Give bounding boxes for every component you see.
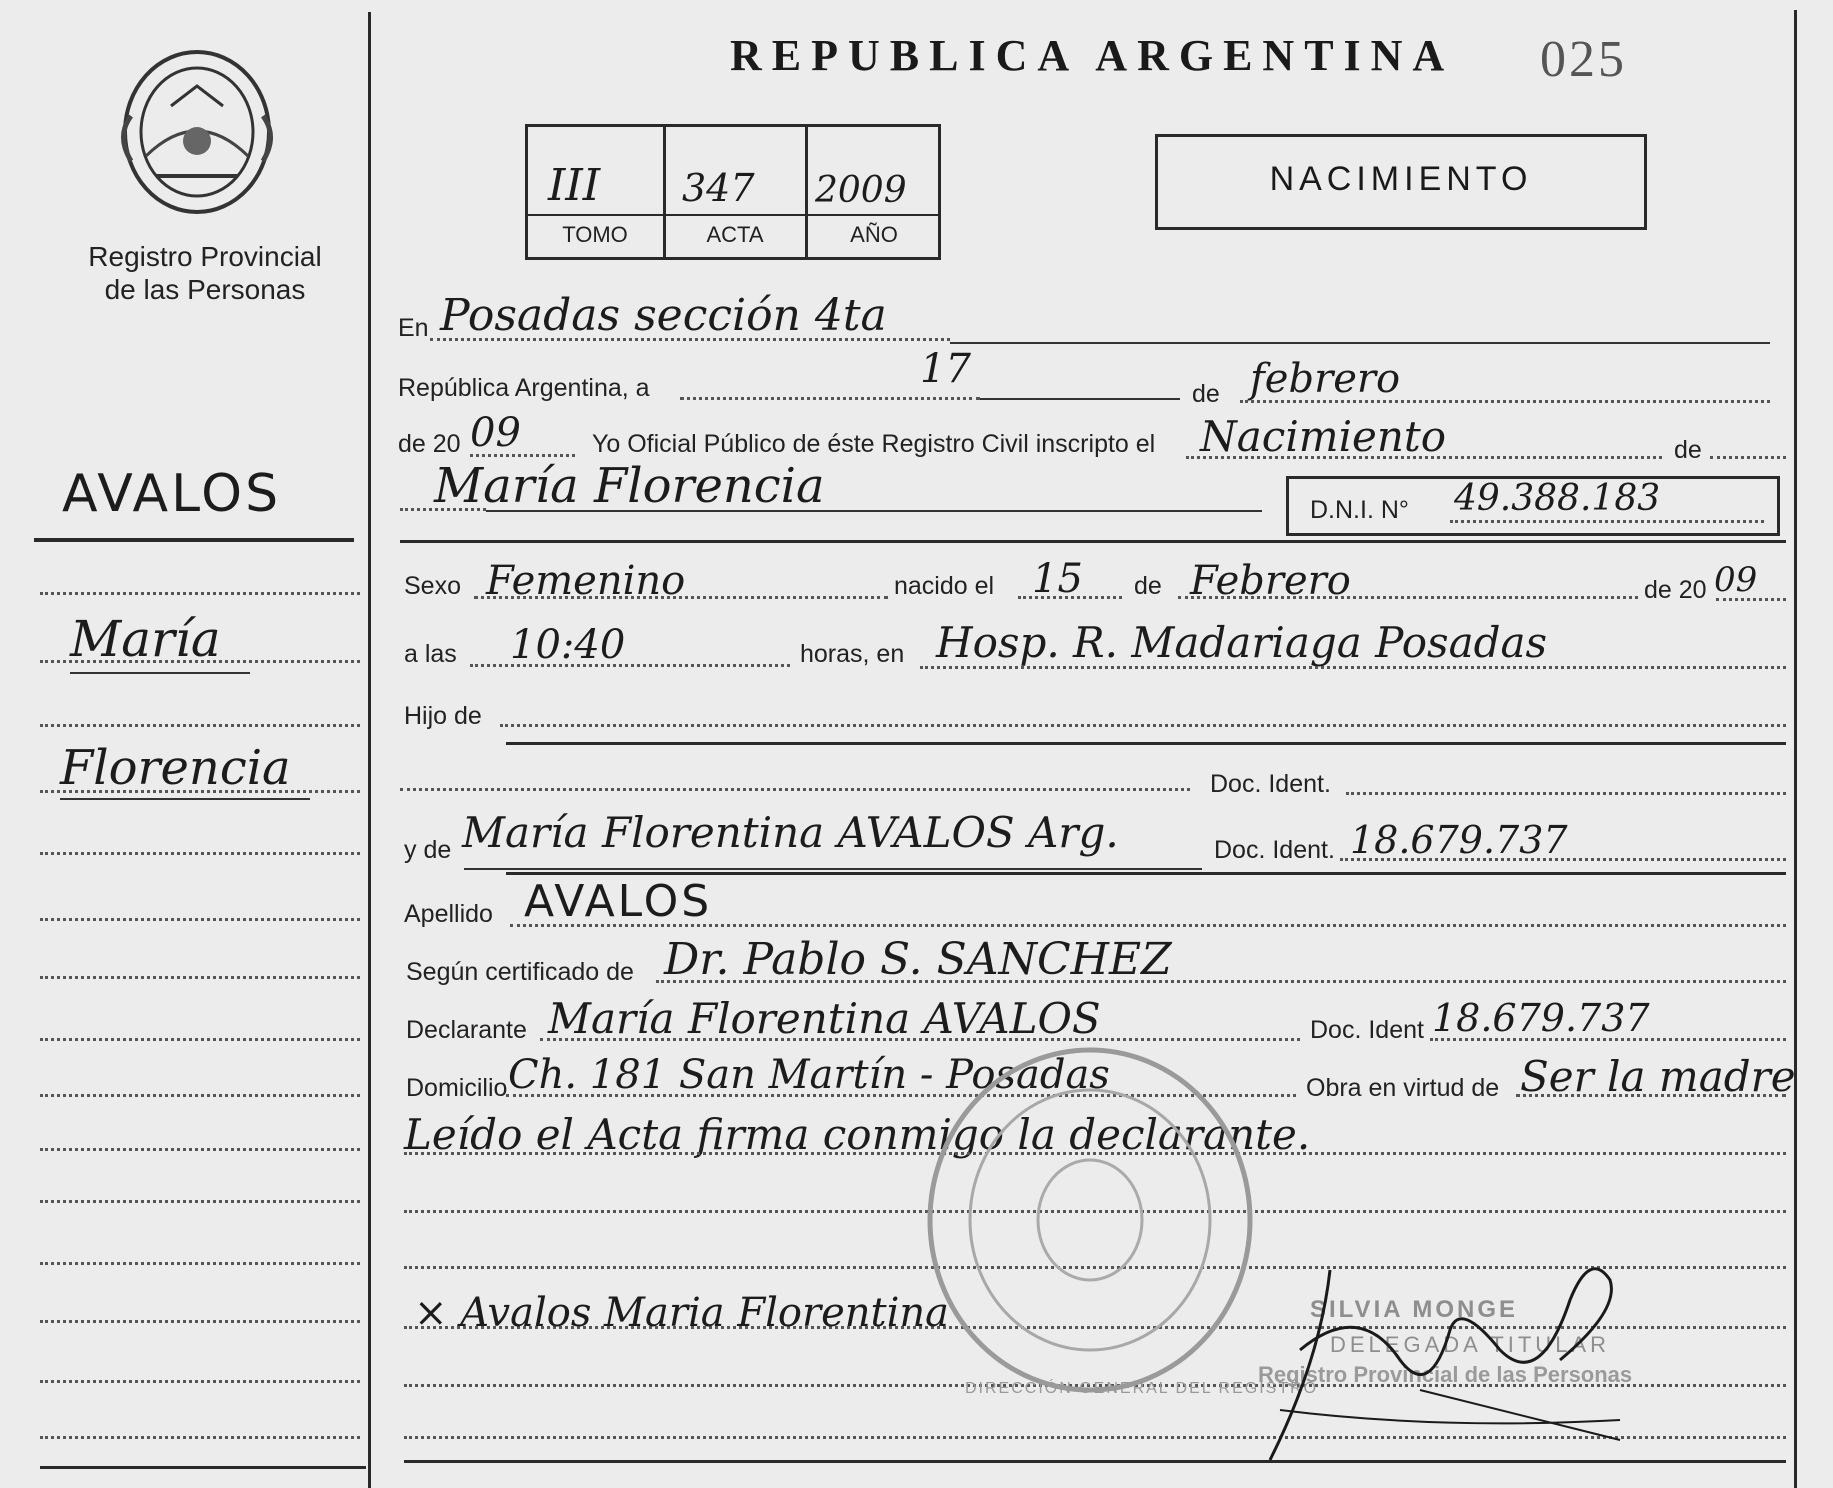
month-value: febrero	[1250, 356, 1401, 402]
form-number: 025	[1540, 31, 1627, 88]
en-dots	[430, 338, 950, 341]
official-name: SILVIA MONGE	[1310, 1296, 1519, 1323]
sexo-value: Femenino	[486, 558, 686, 604]
nombre-value: María Florencia	[434, 458, 825, 514]
margin-dots-7	[40, 976, 360, 979]
ref-divider-h	[525, 214, 941, 216]
official-stamp-icon	[920, 1040, 1260, 1400]
mother-doc-dots	[1340, 858, 1786, 861]
certificado-value: Dr. Pablo S. SANCHEZ	[664, 934, 1172, 985]
dni-label: D.N.I. N°	[1310, 496, 1409, 524]
oficial-label: Yo Oficial Público de éste Registro Civil inscripto el	[592, 430, 1156, 458]
day-dots	[680, 397, 980, 400]
birth-year-value: 09	[1714, 560, 1758, 600]
yde-label: y de	[404, 836, 452, 864]
apellido-label: Apellido	[404, 900, 493, 928]
round-stamp	[920, 1040, 1260, 1400]
margin-rule-bottom	[40, 1466, 366, 1469]
birth-year-label: de 20	[1644, 576, 1707, 604]
margin-dots-1	[40, 592, 360, 595]
nombre-line	[486, 510, 1262, 512]
declarante-doc-dots	[1430, 1038, 1786, 1041]
official-org: Registro Provincial de las Personas	[1258, 1362, 1633, 1387]
birth-month-value: Febrero	[1190, 558, 1351, 604]
birth-day-dots	[1018, 596, 1122, 599]
mother-doc-value: 18.679.737	[1350, 818, 1568, 862]
certificado-dots	[656, 980, 1786, 983]
nombre-dots	[400, 508, 486, 511]
margin-dots-5	[40, 852, 360, 855]
signature-scribble-icon	[1240, 1240, 1660, 1470]
coat-of-arms-icon	[116, 46, 278, 218]
margin-dots-3	[40, 724, 360, 727]
year-prefix-label: de 20	[398, 430, 461, 458]
registry-name-line2: de las Personas	[104, 274, 306, 305]
en-label: En	[398, 314, 429, 342]
declarante-doc-value: 18.679.737	[1432, 996, 1650, 1040]
hijo-dots	[500, 724, 1786, 727]
place-dots	[920, 666, 1786, 669]
en-value: Posadas sección 4ta	[440, 290, 887, 341]
place-value: Hosp. R. Madariaga Posadas	[936, 618, 1548, 667]
horas-label: horas, en	[800, 640, 905, 668]
margin-dots-11	[40, 1200, 360, 1203]
de-dots-2	[1710, 456, 1786, 459]
margin-rule-3	[60, 798, 310, 800]
nota-value: Leído el Acta firma conmigo la declarante.	[404, 1110, 1311, 1159]
sexo-label: Sexo	[404, 572, 461, 600]
margin-dots-9	[40, 1094, 360, 1097]
margin-dots-2	[40, 660, 360, 663]
margin-dots-10	[40, 1148, 360, 1151]
birth-year-dots	[1716, 598, 1786, 601]
hijo-label: Hijo de	[404, 702, 482, 730]
document-type: NACIMIENTO	[1269, 160, 1533, 198]
margin-dots-8	[40, 1038, 360, 1041]
doc-ident-label-3: Doc. Ident	[1310, 1016, 1424, 1044]
dni-dots	[1450, 520, 1764, 523]
de-label-3: de	[1134, 572, 1162, 600]
month-dots	[1240, 400, 1770, 403]
doc-ident-label-2: Doc. Ident.	[1214, 836, 1335, 864]
section-rule-1	[400, 540, 1786, 543]
declarante-label: Declarante	[406, 1016, 527, 1044]
time-value: 10:40	[510, 622, 626, 668]
republica-label: República Argentina, a	[398, 374, 650, 402]
declarante-value: María Florentina AVALOS	[548, 994, 1101, 1043]
time-dots	[470, 664, 790, 667]
mother-line	[464, 868, 1202, 870]
year-suffix-value: 09	[470, 410, 521, 456]
margin-dots-4	[40, 790, 360, 793]
father-dots	[400, 788, 1190, 791]
day-value: 17	[920, 346, 971, 392]
official-title: DELEGADA TITULAR	[1330, 1332, 1610, 1357]
dni-value: 49.388.183	[1454, 478, 1661, 519]
acta-label: ACTA	[706, 222, 764, 247]
margin-second: Florencia	[60, 740, 291, 796]
apellido-dots	[510, 924, 1786, 927]
country-title: REPUBLICA ARGENTINA	[730, 31, 1455, 80]
margin-dots-14	[40, 1380, 360, 1383]
margin-rule-1	[34, 538, 354, 542]
apellido-value: AVALOS	[524, 876, 713, 927]
margin-dots-13	[40, 1320, 360, 1323]
day-line	[980, 398, 1180, 400]
doc-ident-label-1: Doc. Ident.	[1210, 770, 1331, 798]
sexo-dots	[474, 596, 888, 599]
anio-value: 2009	[815, 170, 907, 211]
declarant-signature: × Avalos Maria Florentina	[414, 1290, 949, 1336]
birth-month-dots	[1178, 596, 1638, 599]
registry-name-line1: Registro Provincial	[88, 241, 322, 272]
margin-first: María	[70, 610, 221, 668]
birth-day-value: 15	[1032, 556, 1083, 602]
official-signature	[1240, 1240, 1660, 1470]
tomo-value: III	[548, 160, 601, 211]
hijo-rule	[506, 742, 1786, 745]
round-stamp-text: DIRECCIÓN GENERAL DEL REGISTRO	[965, 1380, 1319, 1397]
anio-label: AÑO	[850, 222, 898, 247]
nacido-label: nacido el	[894, 572, 995, 600]
tomo-label: TOMO	[562, 222, 628, 247]
section-rule-2	[506, 872, 1786, 875]
de-label-1: de	[1192, 380, 1220, 408]
registry-name	[60, 240, 350, 306]
segun-label: Según certificado de	[406, 958, 634, 986]
margin-surname: AVALOS	[62, 464, 282, 524]
margin-dots-6	[40, 918, 360, 921]
obra-dots	[1516, 1094, 1786, 1097]
obra-label: Obra en virtud de	[1306, 1074, 1500, 1102]
en-line	[950, 342, 1770, 344]
inscripto-value: Nacimiento	[1200, 412, 1447, 461]
acta-value: 347	[682, 166, 755, 210]
year-dots	[470, 454, 575, 457]
inscripto-dots	[1186, 456, 1662, 459]
margin-dots-15	[40, 1436, 360, 1439]
right-border	[1794, 10, 1797, 1488]
provincial-seal	[116, 46, 278, 218]
father-doc-dots	[1346, 792, 1786, 795]
margin-dots-12	[40, 1262, 360, 1265]
obra-value: Ser la madre	[1520, 1052, 1796, 1101]
de-label-2: de	[1674, 436, 1702, 464]
margin-rule-2	[70, 672, 250, 674]
domicilio-value: Ch. 181 San Martín - Posadas	[508, 1052, 1110, 1098]
left-border	[368, 12, 371, 1488]
mother-value: María Florentina AVALOS Arg.	[462, 808, 1119, 857]
domicilio-label: Domicilio	[406, 1074, 508, 1102]
alas-label: a las	[404, 640, 457, 668]
